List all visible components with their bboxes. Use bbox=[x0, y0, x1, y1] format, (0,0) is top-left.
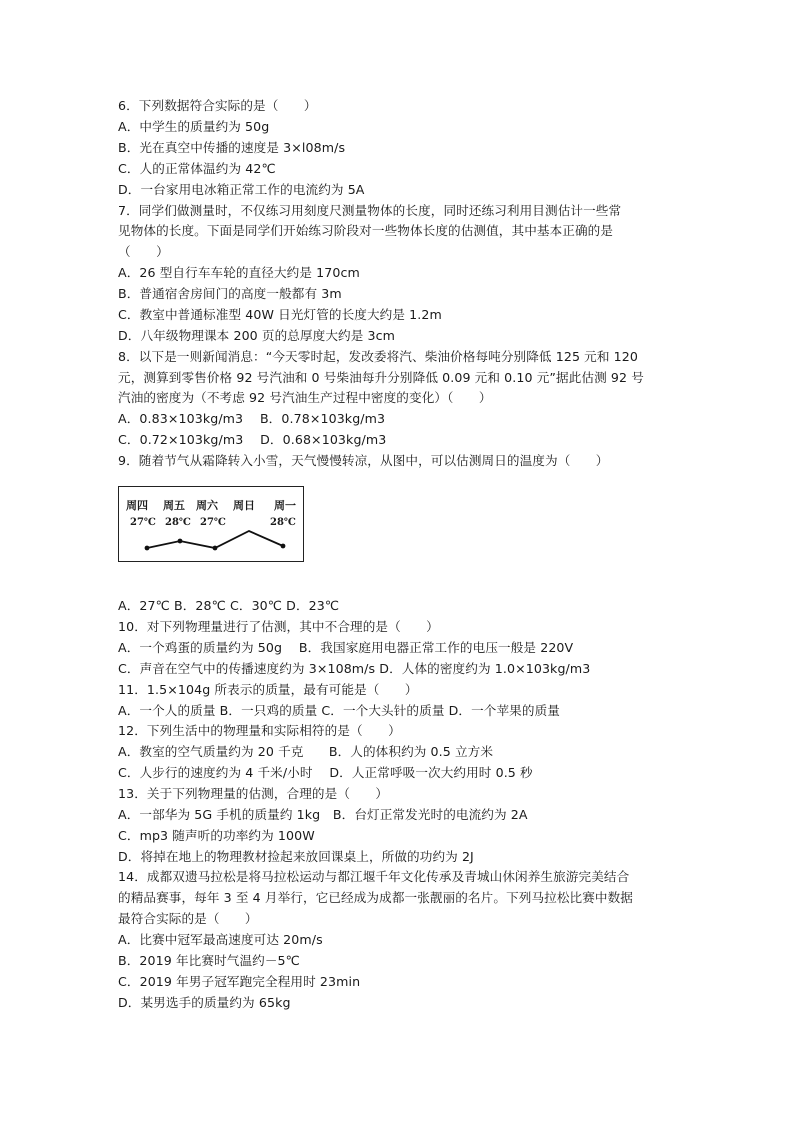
question-11-options: A．一个人的质量 B．一只鸡的质量 C．一个大头针的质量 D．一个苹果的质量 bbox=[118, 703, 560, 718]
question-6-option-a: A．中学生的质量约为 50g bbox=[118, 119, 270, 134]
day-label-thu: 周四 bbox=[126, 499, 148, 512]
temp-label-fri: 28℃ bbox=[165, 517, 191, 528]
weather-figure bbox=[118, 486, 304, 566]
question-10-stem: 10．对下列物理量进行了估测，其中不合理的是（ ） bbox=[118, 619, 439, 634]
question-10-options-cd: C．声音在空气中的传播速度约为 3×108m/s D．人体的密度约为 1.0×103kg/m3 bbox=[118, 661, 591, 676]
question-6-option-d: D．一台家用电冰箱正常工作的电流约为 5A bbox=[118, 182, 365, 197]
question-6-stem: 6．下列数据符合实际的是（ ） bbox=[118, 98, 317, 113]
question-14-option-a: A．比赛中冠军最高速度可达 20m/s bbox=[118, 932, 323, 947]
question-13-stem: 13．关于下列物理量的估测，合理的是（ ） bbox=[118, 786, 389, 801]
question-7-option-b: B．普通宿舍房间门的高度一般都有 3m bbox=[118, 286, 342, 301]
question-13-option-c: C．mp3 随声听的功率约为 100W bbox=[118, 828, 315, 843]
day-label-sat: 周六 bbox=[196, 499, 218, 512]
question-13-options-ab: A．一部华为 5G 手机的质量约 1kg B．台灯正常发光时的电流约为 2A bbox=[118, 807, 528, 822]
question-6-option-c: C．人的正常体温约为 42℃ bbox=[118, 161, 276, 176]
question-14-stem-line1: 14．成都双遗马拉松是将马拉松运动与都江堰千年文化传承及青城山休闲养生旅游完美结合 bbox=[118, 869, 630, 884]
question-10-options-ab: A．一个鸡蛋的质量约为 50g B．我国家庭用电器正常工作的电压一般是 220V bbox=[118, 640, 574, 655]
question-14-option-d: D．某男选手的质量约为 65kg bbox=[118, 995, 291, 1010]
question-6-option-b: B．光在真空中传播的速度是 3×l08m/s bbox=[118, 140, 346, 155]
point-mon bbox=[281, 544, 286, 549]
question-7-option-c: C．教室中普通标准型 40W 日光灯管的长度大约是 1.2m bbox=[118, 307, 442, 322]
question-7-option-d: D．八年级物理课本 200 页的总厚度大约是 3cm bbox=[118, 328, 396, 343]
temp-label-mon: 28℃ bbox=[270, 517, 296, 528]
day-label-sun: 周日 bbox=[233, 499, 255, 512]
point-fri bbox=[178, 539, 183, 544]
question-7-option-a: A．26 型自行车车轮的直径大约是 170cm bbox=[118, 265, 360, 280]
temperature-line-graph bbox=[118, 486, 304, 566]
question-13-option-d: D．将掉在地上的物理教材捡起来放回课桌上，所做的功约为 2J bbox=[118, 849, 474, 864]
question-7-stem-line1: 7．同学们做测量时，不仅练习用刻度尺测量物体的长度，同时还练习利用目测估计一些常 bbox=[118, 203, 622, 218]
question-11-stem: 11．1.5×104g 所表示的质量，最有可能是（ ） bbox=[118, 682, 418, 697]
question-14-stem-line2: 的精品赛事，每年 3 至 4 月举行，它已经成为成都一张靓丽的名片。下列马拉松比赛中数据 bbox=[118, 890, 633, 905]
question-8-options-cd: C．0.72×103kg/m3 D．0.68×103kg/m3 bbox=[118, 432, 387, 447]
question-7-stem-line3: （ ） bbox=[118, 244, 169, 259]
question-12-options-ab: A．教室的空气质量约为 20 千克 B．人的体积约为 0.5 立方米 bbox=[118, 744, 494, 759]
question-14-option-c: C．2019 年男子冠军跑完全程用时 23min bbox=[118, 974, 361, 989]
day-label-fri: 周五 bbox=[163, 499, 185, 512]
question-12-options-cd: C．人步行的速度约为 4 千米/小时 D．人正常呼吸一次大约用时 0.5 秒 bbox=[118, 765, 533, 780]
question-14-option-b: B．2019 年比赛时气温约－5℃ bbox=[118, 953, 300, 968]
question-9-options: A．27℃ B．28℃ C．30℃ D．23℃ bbox=[118, 598, 340, 613]
question-14-stem-line3: 最符合实际的是（ ） bbox=[118, 911, 258, 926]
temp-label-thu: 27℃ bbox=[130, 517, 156, 528]
day-label-mon: 周一 bbox=[274, 499, 296, 512]
question-9-stem: 9．随着节气从霜降转入小雪，天气慢慢转凉，从图中，可以估测周日的温度为（ ） bbox=[118, 453, 609, 468]
question-8-stem-line2: 元，测算到零售价格 92 号汽油和 0 号柴油每升分别降低 0.09 元和 0.10 元”据此估测 92 号 bbox=[118, 370, 644, 385]
question-8-stem-line1: 8．以下是一则新闻消息：“今天零时起，发改委将汽、柴油价格每吨分别降低 125 元和 120 bbox=[118, 349, 639, 364]
question-12-stem: 12．下列生活中的物理量和实际相符的是（ ） bbox=[118, 723, 401, 738]
temp-label-sat: 27℃ bbox=[200, 517, 226, 528]
question-8-options-ab: A．0.83×103kg/m3 B．0.78×103kg/m3 bbox=[118, 411, 386, 426]
question-8-stem-line3: 汽油的密度为（不考虑 92 号汽油生产过程中密度的变化）（ ） bbox=[118, 390, 492, 405]
point-thu bbox=[145, 546, 150, 551]
question-7-stem-line2: 见物体的长度。下面是同学们开始练习阶段对一些物体长度的估测值，其中基本正确的是 bbox=[118, 223, 614, 238]
point-sat bbox=[213, 546, 218, 551]
temperature-polyline bbox=[147, 531, 283, 548]
